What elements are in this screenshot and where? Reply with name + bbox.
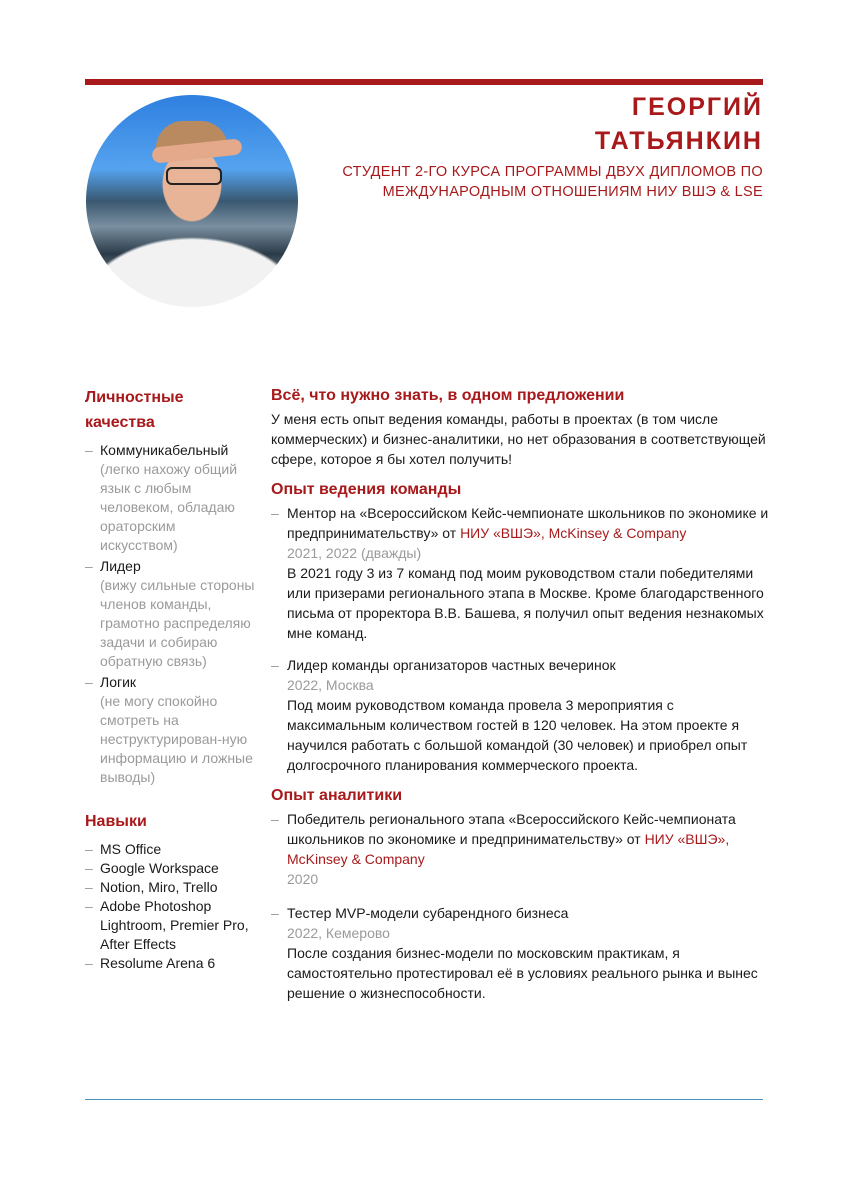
dash-icon: – xyxy=(271,657,279,673)
experience-meta: 2021, 2022 (дважды) xyxy=(287,545,422,561)
quality-note: (не могу спокойно смотреть на неструктурирован-ную информацию и ложные выводы) xyxy=(100,693,253,785)
profile-photo xyxy=(86,95,298,307)
dash-icon: – xyxy=(271,505,279,521)
experience-item xyxy=(271,809,771,889)
list-item xyxy=(85,673,255,787)
experience-title xyxy=(287,809,771,869)
experience-meta: 2022, Москва xyxy=(287,677,374,693)
quality-note: (вижу сильные стороны членов команды, грамотно распределяю задачи и собираю обратную связь) xyxy=(100,577,255,669)
skills-list xyxy=(85,840,255,973)
experience-item xyxy=(271,655,771,775)
top-accent-rule xyxy=(85,79,763,85)
bottom-rule xyxy=(85,1099,763,1100)
list-item: – Google Workspace xyxy=(85,859,255,878)
experience-org: НИУ «ВШЭ», McKinsey & Company xyxy=(287,831,730,867)
experience-item xyxy=(271,503,771,643)
subtitle-line-2: МЕЖДУНАРОДНЫМ ОТНОШЕНИЯМ НИУ ВШЭ & LSE xyxy=(382,184,763,200)
summary-text: У меня есть опыт ведения команды, работы в проектах (в том числе коммерческих) и бизнес-аналитики, но нет образования в соответствующей сфере, которое я бы хотел получить! xyxy=(271,411,766,467)
name-first: ГЕОРГИЙ xyxy=(631,93,763,121)
left-column xyxy=(85,385,255,973)
subtitle-line-1: СТУДЕНТ 2-ГО КУРСА ПРОГРАММЫ ДВУХ ДИПЛОМОВ ПО xyxy=(342,164,763,180)
person-subtitle xyxy=(333,162,763,202)
experience-title-text: Ментор на «Всероссийском Кейс-чемпионате школьников по экономике и предпринимательству» от xyxy=(287,505,769,541)
quality-label: – Логик xyxy=(100,674,137,690)
list-item: – Notion, Miro, Trello xyxy=(85,878,255,897)
dash-icon: – xyxy=(271,905,279,921)
experience-meta: 2022, Кемерово xyxy=(287,925,390,941)
list-item: – MS Office xyxy=(85,840,255,859)
experience-item xyxy=(271,903,771,1003)
right-column xyxy=(271,385,771,1003)
experience-meta: 2020 xyxy=(287,871,319,887)
quality-label: – Лидер xyxy=(100,558,141,574)
qualities-list xyxy=(85,441,255,787)
experience-description: Под моим руководством команда провела 3 мероприятия с максимальным количеством гостей в 120 человек. На этом проекте я научился работать с большой командой (30 человек) и приобрел опыт долгосрочного планирования коммерческого проекта. xyxy=(287,697,748,773)
qualities-heading xyxy=(85,385,255,435)
summary-heading: Всё, что нужно знать, в одном предложении xyxy=(271,387,625,404)
experience-title-text: Победитель регионального этапа «Всероссийского Кейс-чемпионата школьников по экономике и предпринимательству» от xyxy=(287,811,736,847)
qualities-heading-line-1: Личностные xyxy=(85,389,184,406)
qualities-heading-line-2: качества xyxy=(85,414,155,431)
photo-glasses-shape xyxy=(166,167,222,185)
list-item: – Resolume Arena 6 xyxy=(85,954,255,973)
name-last: ТАТЬЯНКИН xyxy=(594,127,763,155)
quality-label: – Коммуникабельный xyxy=(100,442,229,458)
quality-note: (легко нахожу общий язык с любым человеком, обладаю ораторским искусством) xyxy=(100,461,238,553)
dash-icon: – xyxy=(271,811,279,827)
experience-title: Лидер команды организаторов частных вечеринок xyxy=(287,657,616,673)
list-item: – Adobe Photoshop Lightroom, Premier Pro, After Effects xyxy=(85,897,255,954)
experience-description: В 2021 году 3 из 7 команд под моим руководством стали победителями или призерами регионального этапа в Москве. Кроме благодарственного письма от проректора В.В. Башева, я получил опыт ведения незнакомых мне команд. xyxy=(287,565,764,641)
experience-title xyxy=(287,503,771,543)
list-item xyxy=(85,557,255,671)
experience-title: Тестер MVP-модели субарендного бизнеса xyxy=(287,905,569,921)
skills-heading: Навыки xyxy=(85,813,147,830)
person-name xyxy=(595,90,763,158)
experience-description: После создания бизнес-модели по московским практикам, я самостоятельно протестировал её в условиях реального рынка и вынес решение о жизнеспособности. xyxy=(287,945,758,1001)
team-heading: Опыт ведения команды xyxy=(271,481,462,498)
analytics-heading: Опыт аналитики xyxy=(271,787,403,804)
list-item xyxy=(85,441,255,555)
experience-org: НИУ «ВШЭ», McKinsey & Company xyxy=(460,525,687,541)
